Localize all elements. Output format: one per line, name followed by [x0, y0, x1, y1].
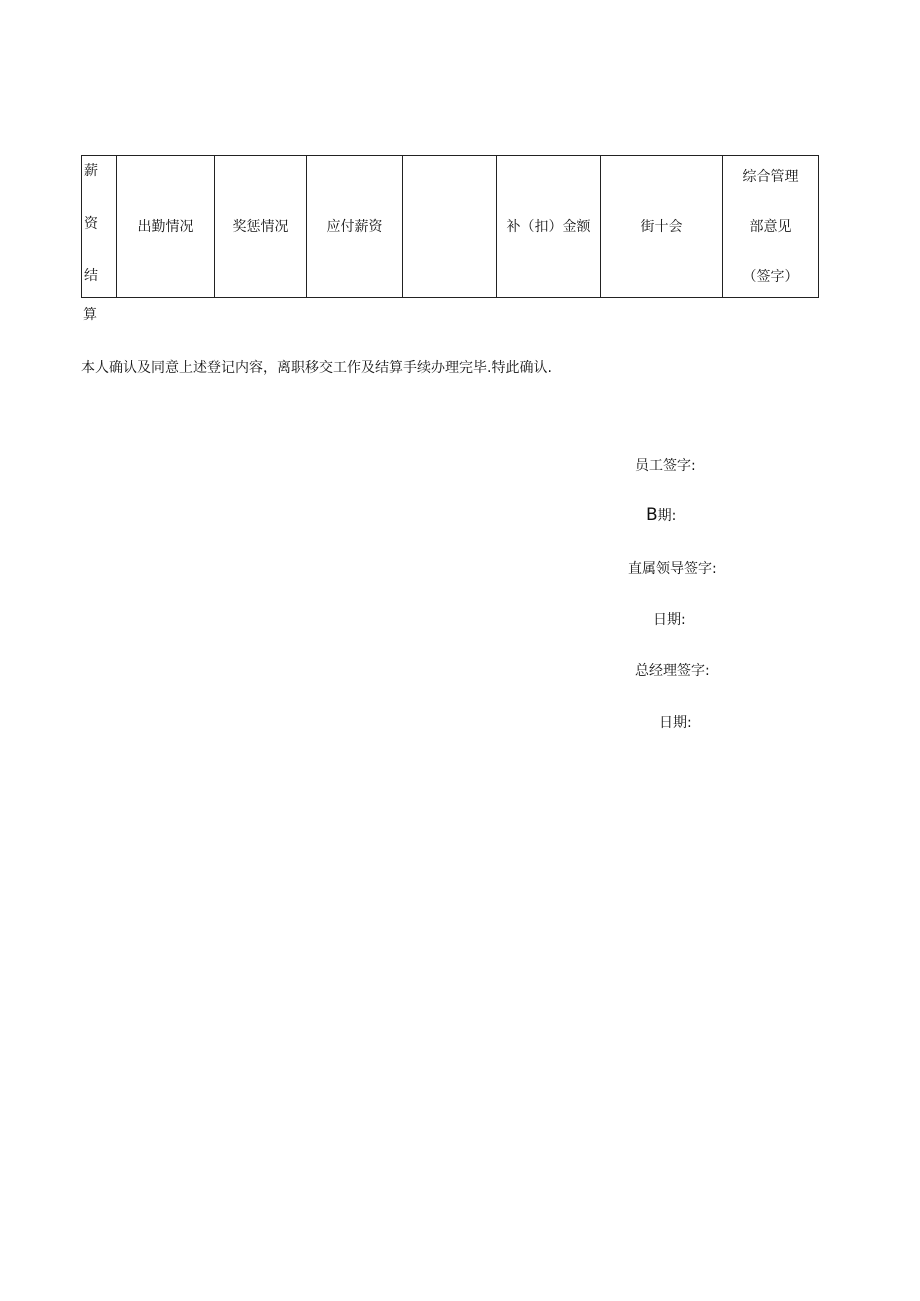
salary-settlement-table	[81, 155, 819, 298]
gm-signature-label: 总经理签字:	[635, 663, 710, 679]
gm-date-label: 日期:	[659, 715, 692, 731]
confirmation-statement: 本人确认及同意上述登记内容，离职移交工作及结算手续办理完毕.特此确认.	[81, 360, 552, 376]
employee-signature-label: 员工签字:	[635, 458, 696, 474]
supervisor-date-label: 日期:	[653, 612, 686, 628]
header-empty	[403, 156, 497, 298]
row-label-char: 资	[84, 216, 98, 232]
employee-date-label	[646, 505, 676, 525]
header-rewards-penalties: 奖惩情况	[215, 156, 307, 298]
supervisor-signature-label: 直属领导签字:	[628, 561, 717, 577]
date-lead-char: B	[646, 505, 658, 525]
header-approval	[723, 156, 819, 298]
header-salary-payable: 应付薪资	[307, 156, 403, 298]
row-label-char: 薪	[84, 163, 98, 179]
approval-line: （签字）	[742, 268, 799, 285]
date-rest: 期:	[657, 508, 677, 524]
table-row	[82, 156, 819, 298]
approval-line: 部意见	[749, 218, 792, 235]
row-label-cell	[82, 156, 117, 298]
header-total: 街十会	[601, 156, 723, 298]
row-label-overflow: 算	[83, 307, 97, 323]
approval-line: 综合管理	[742, 168, 799, 185]
header-attendance: 出勤情况	[117, 156, 215, 298]
row-label-char: 结	[84, 268, 98, 284]
header-supplement-deduction: 补（扣）金额	[497, 156, 601, 298]
